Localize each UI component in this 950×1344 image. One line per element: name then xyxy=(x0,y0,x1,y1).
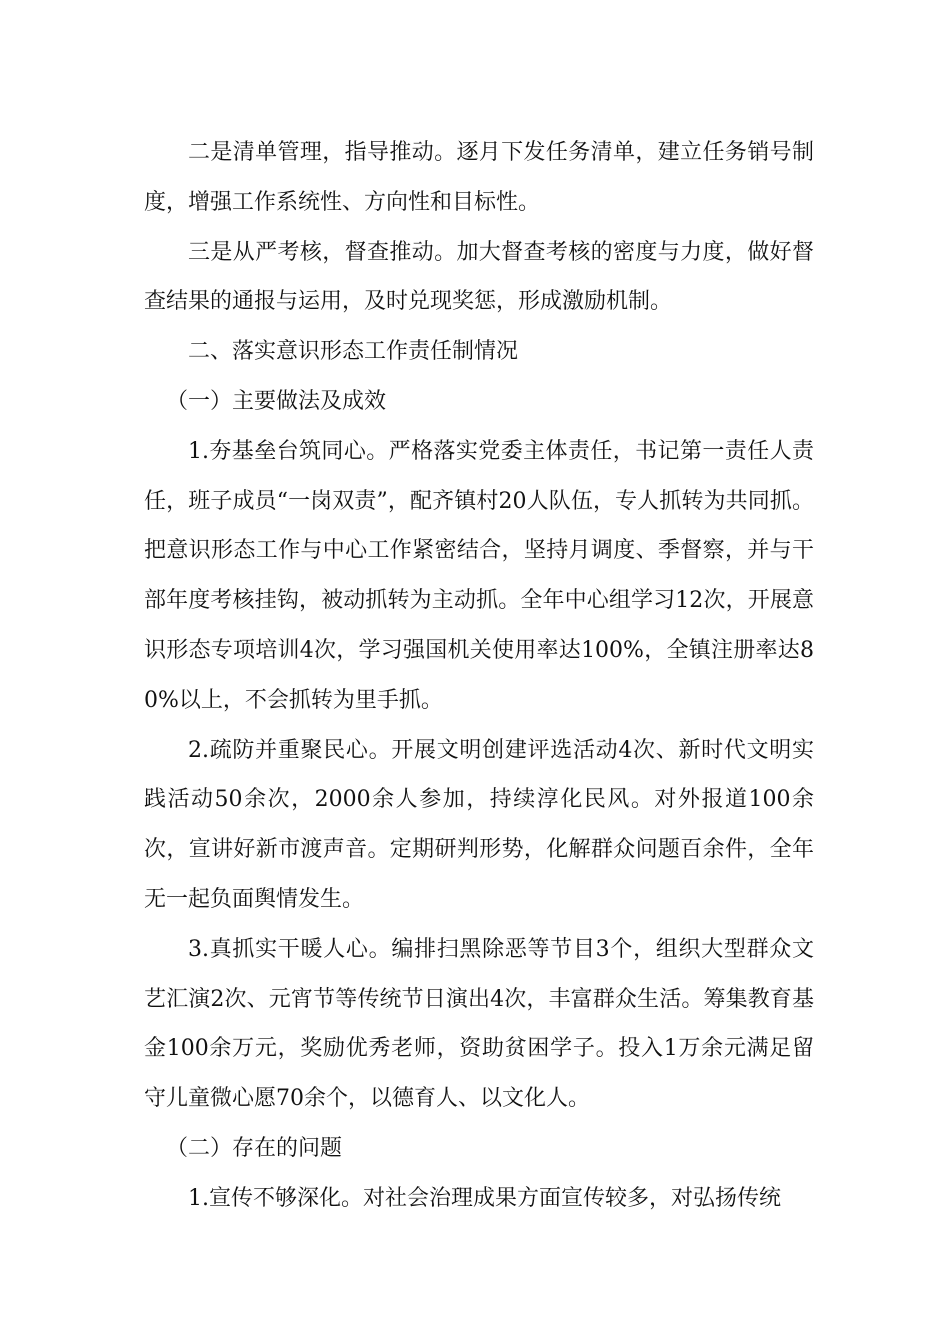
paragraph-item-2: 2.疏防并重聚民心。开展文明创建评选活动4次、新时代文明实践活动50余次，2000余人参加，持续淳化民风。对外报道100余次，宣讲好新市渡声音。定期研判形势，化解群众问题百余件，全年无一起负面舆情发生。 xyxy=(144,737,814,912)
paragraph-problem-1: 1.宣传不够深化。对社会治理成果方面宣传较多，对弘扬传统 xyxy=(188,1185,781,1211)
paragraph-list-management: 二是清单管理，指导推动。逐月下发任务清单，建立任务销号制度，增强工作系统性、方向性和目标性。 xyxy=(144,140,814,215)
subsection-heading-practices: （一）主要做法及成效 xyxy=(166,388,387,414)
document-page xyxy=(144,128,814,1224)
subsection-heading-problems: （二）存在的问题 xyxy=(166,1135,343,1161)
paragraph-strict-assessment: 三是从严考核，督查推动。加大督查考核的密度与力度，做好督查结果的通报与运用，及时兑现奖惩，形成激励机制。 xyxy=(144,239,814,315)
paragraph-item-1: 1.夯基垒台筑同心。严格落实党委主体责任，书记第一责任人责任，班子成员“一岗双责”，配齐镇村20人队伍，专人抓转为共同抓。把意识形态工作与中心工作紧密结合，坚持月调度、季督察，并与干部年度考核挂钩，被动抓转为主动抓。全年中心组学习12次，开展意识形态专项培训4次，学习强国机关使用率达100%，全镇注册率达80%以上，不会抓转为里手抓。 xyxy=(144,438,814,713)
paragraph-item-3: 3.真抓实干暖人心。编排扫黑除恶等节目3个，组织大型群众文艺汇演2次、元宵节等传统节日演出4次，丰富群众生活。筹集教育基金100余万元，奖励优秀老师，资助贫困学子。投入1万余元满足留守儿童微心愿70余个，以德育人、以文化人。 xyxy=(144,936,814,1112)
section-heading-ideology: 二、落实意识形态工作责任制情况 xyxy=(188,339,519,365)
